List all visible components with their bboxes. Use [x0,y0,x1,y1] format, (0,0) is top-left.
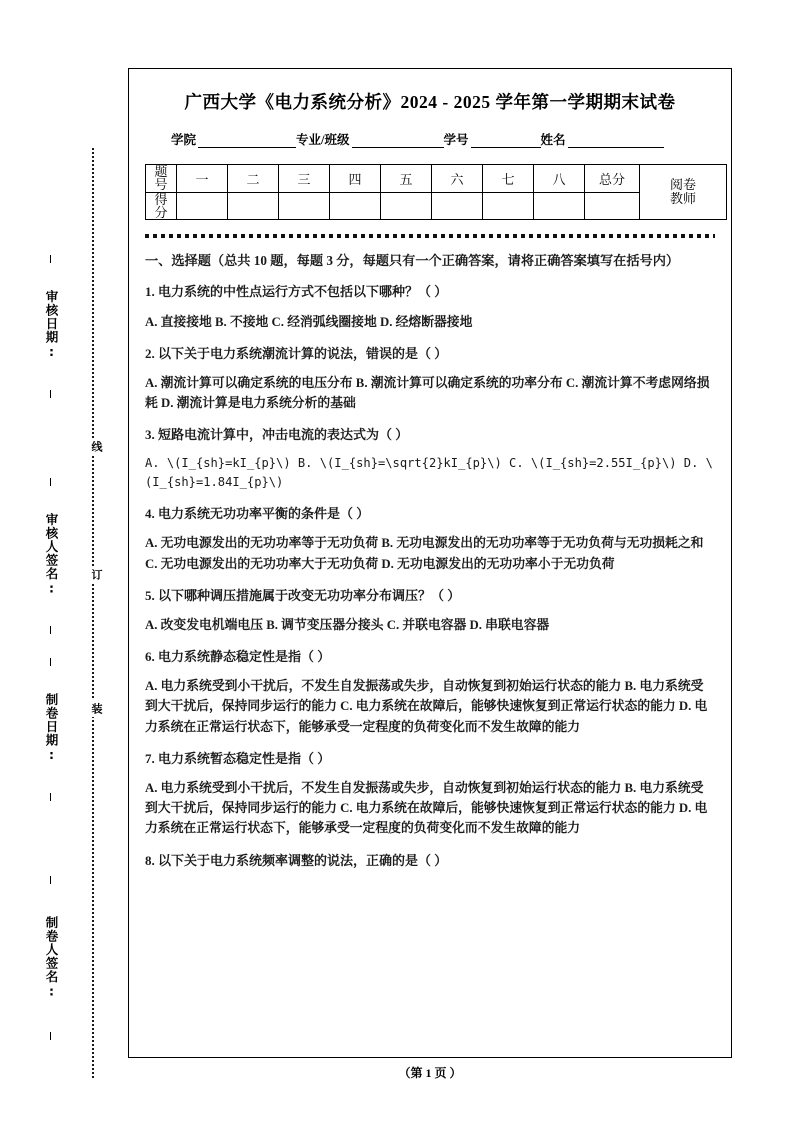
score-cell[interactable] [279,192,330,220]
page-title: 广西大学《电力系统分析》2024 - 2025 学年第一学期期末试卷 [184,92,676,112]
field-major-class[interactable] [296,130,443,148]
field-college[interactable] [171,130,296,148]
question-number-cell: 三 [279,165,330,193]
field-college-blank[interactable] [198,133,296,148]
field-major-class-blank[interactable] [352,133,444,148]
score-cell[interactable] [228,192,279,220]
row-label-question-number [146,165,177,193]
question-options-1[interactable]: A. 直接接地 B. 不接地 C. 经消弧线圈接地 D. 经熔断器接地 [145,314,473,329]
field-name-label: 姓名 [540,133,566,147]
field-student-id[interactable] [444,130,541,148]
question-options-5[interactable]: A. 改变发电机端电压 B. 调节变压器分接头 C. 并联电容器 D. 串联电容器 [145,617,550,632]
question-stem-2: 2. 以下关于电力系统潮流计算的说法，错误的是（ ） [145,345,448,361]
row-label-question-number-line2: 号 [154,177,168,193]
student-info-line [145,130,715,148]
grading-teacher-cell[interactable] [640,165,727,220]
score-cell[interactable] [534,192,585,220]
binding-char-assemble: 装 [84,700,104,717]
margin-rule-8 [50,1032,51,1040]
review-date-label: 审核日期: [44,290,59,360]
paper-maker-signature-label: 制卷人签名: [44,916,59,1000]
question-stem-8: 8. 以下关于电力系统频率调整的说法，正确的是（ ） [145,852,448,868]
row-label-question-number-line1: 题 [154,164,168,179]
score-cell[interactable] [330,192,381,220]
question-stem-4: 4. 电力系统无功功率平衡的条件是（ ） [145,506,370,522]
total-score-header: 总分 [585,165,640,193]
binding-char-bind: 订 [84,566,104,583]
question-body [145,251,715,871]
field-name-blank[interactable] [568,133,664,148]
question-stem-6: 6. 电力系统静态稳定性是指（ ） [145,649,331,665]
paper-made-date-label: 制卷日期: [44,693,59,763]
question-options-3[interactable]: A. \(I_{sh}=kI_{p}\) B. \(I_{sh}=\sqrt{2}kI_{p}\) C. \(I_{sh}=2.55I_{p}\) D. \(I_{sh}=1.84I_{p}\) [145,456,713,490]
section-heading: 一、选择题（总共 10 题，每题 3 分，每题只有一个正确答案，请将正确答案填写在括号内） [145,253,680,268]
grading-teacher-label-line2: 教师 [669,191,696,206]
question-number-cell: 六 [432,165,483,193]
score-cell[interactable] [483,192,534,220]
margin-rule-6 [50,793,51,801]
question-stem-5: 5. 以下哪种调压措施属于改变无功功率分布调压？（ ） [145,587,461,603]
margin-rule-4 [50,626,51,634]
total-score-cell[interactable] [585,192,640,220]
row-label-score [146,192,177,220]
question-number-cell: 四 [330,165,381,193]
margin-rule-2 [50,390,51,398]
score-cell[interactable] [432,192,483,220]
margin-rule-3 [50,478,51,486]
table-row-scores [146,192,727,220]
field-student-id-blank[interactable] [471,133,541,148]
page-footer: （第 1 页 ） [398,1066,462,1080]
exam-sheet [128,68,732,1058]
margin-rule-7 [50,876,51,884]
question-options-6[interactable]: A. 电力系统受到小干扰后，不发生自发振荡或失步，自动恢复到初始运行状态的能力 B. 电力系统受到大干扰后，保持同步运行的能力 C. 电力系统在故障后，能够快速恢复到正常运行状态的能力 D. 电力系统在正常运行状态下，能够承受一定程度的负荷变化而不发生故障的能力 [145,679,708,734]
field-major-class-label: 专业/班级 [296,133,350,147]
question-number-cell: 二 [228,165,279,193]
row-label-score-line2: 分 [154,204,168,220]
grading-teacher-label-line1: 阅卷 [669,177,696,193]
question-number-cell: 五 [381,165,432,193]
question-stem-1: 1. 电力系统的中性点运行方式不包括以下哪种？（ ） [145,284,448,300]
binding-dotted-line [92,148,94,1078]
question-options-4[interactable]: A. 无功电源发出的无功功率等于无功负荷 B. 无功电源发出的无功功率等于无功负荷与无功损耗之和 C. 无功电源发出的无功功率大于无功负荷 D. 无功电源发出的无功功率小于无功负荷 [145,536,704,571]
section-divider [145,234,715,238]
field-name[interactable] [541,130,664,148]
question-options-7[interactable]: A. 电力系统受到小干扰后，不发生自发振荡或失步，自动恢复到初始运行状态的能力 B. 电力系统受到大干扰后，保持同步运行的能力 C. 电力系统在故障后，能够快速恢复到正常运行状态的能力 D. 电力系统在正常运行状态下，能够承受一定程度的负荷变化而不发生故障的能力 [145,780,708,836]
margin-rule-5 [50,658,51,666]
question-number-cell: 七 [483,165,534,193]
score-cell[interactable] [177,192,228,220]
left-margin-column [0,0,120,1122]
binding-char-line: 线 [84,438,104,455]
margin-rule-1 [50,255,51,263]
field-student-id-label: 学号 [443,133,469,147]
question-number-cell: 八 [534,165,585,193]
question-number-cell: 一 [177,165,228,193]
reviewer-signature-label: 审核人签名: [44,513,59,597]
question-stem-7: 7. 电力系统暂态稳定性是指（ ） [145,750,331,766]
question-stem-3: 3. 短路电流计算中，冲击电流的表达式为（ ） [145,427,409,443]
field-college-label: 学院 [171,133,197,147]
score-cell[interactable] [381,192,432,220]
row-label-score-line1: 得 [154,191,168,207]
table-row-question-numbers [146,165,727,193]
question-options-2[interactable]: A. 潮流计算可以确定系统的电压分布 B. 潮流计算可以确定系统的功率分布 C. 潮流计算不考虑网络损耗 D. 潮流计算是电力系统分析的基础 [145,375,710,410]
score-table [145,164,727,220]
